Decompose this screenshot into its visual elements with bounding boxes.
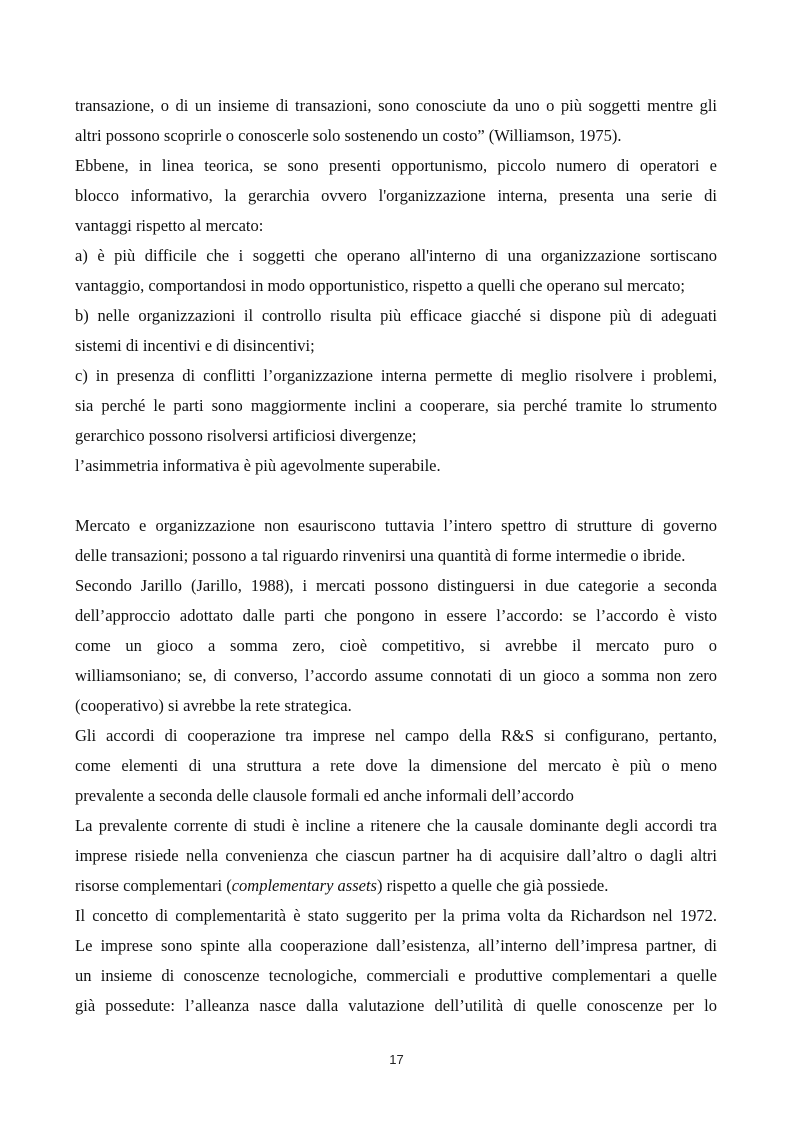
paragraph bbox=[75, 811, 717, 901]
text-line: come elementi di una struttura a rete dove la dimensione del mercato è più o meno bbox=[75, 756, 717, 775]
text-line: La prevalente corrente di studi è incline a ritenere che la causale dominante degli accordi tra bbox=[75, 816, 717, 835]
text-line: l’asimmetria informativa è più agevolmente superabile. bbox=[75, 456, 441, 475]
text-line: b) nelle organizzazioni il controllo risulta più efficace giacché si dispone più di adeguati bbox=[75, 306, 717, 325]
italic-term: complementary assets bbox=[231, 876, 377, 895]
page-number: 17 bbox=[389, 1052, 404, 1067]
document-body bbox=[75, 91, 717, 1021]
text-line: già possedute: l’alleanza nasce dalla valutazione dell’utilità di quelle conoscenze per lo bbox=[75, 996, 717, 1015]
paragraph bbox=[75, 721, 717, 811]
text-line: williamsoniano; se, di converso, l’accordo assume connotati di un gioco a somma non zero bbox=[75, 666, 717, 685]
text-line: Mercato e organizzazione non esauriscono tuttavia l’intero spettro di strutture di governo bbox=[75, 516, 717, 535]
text-line: blocco informativo, la gerarchia ovvero l'organizzazione interna, presenta una serie di bbox=[75, 186, 717, 205]
text-line: sistemi di incentivi e di disincentivi; bbox=[75, 336, 315, 355]
paragraph bbox=[75, 151, 717, 241]
text-line: prevalente a seconda delle clausole formali ed anche informali dell’accordo bbox=[75, 786, 574, 805]
list-item-a bbox=[75, 241, 717, 301]
text-line: gerarchico possono risolversi artificiosi divergenze; bbox=[75, 426, 417, 445]
text-line: imprese risiede nella convenienza che ciascun partner ha di acquisire dall’altro o dagli altri bbox=[75, 846, 717, 865]
text-line: dell’approccio adottato dalle parti che pongono in essere l’accordo: se l’accordo è visto bbox=[75, 606, 717, 625]
text-line: vantaggio, comportandosi in modo opportunistico, rispetto a quelli che operano sul mercato; bbox=[75, 276, 685, 295]
text-line: un insieme di conoscenze tecnologiche, commerciali e produttive complementari a quelle bbox=[75, 966, 717, 985]
paragraph bbox=[75, 511, 717, 721]
text-line: vantaggi rispetto al mercato: bbox=[75, 216, 264, 235]
text-line: Il concetto di complementarità è stato suggerito per la prima volta da Richardson nel 1972. bbox=[75, 906, 717, 925]
text-line: c) in presenza di conflitti l’organizzazione interna permette di meglio risolvere i problemi, bbox=[75, 366, 717, 385]
text-line-with-italic bbox=[75, 871, 717, 901]
text-line: sia perché le parti sono maggiormente inclini a cooperare, sia perché tramite lo strumento bbox=[75, 396, 717, 415]
text-line: Ebbene, in linea teorica, se sono presenti opportunismo, piccolo numero di operatori e bbox=[75, 156, 717, 175]
text-line: Gli accordi di cooperazione tra imprese nel campo della R&S si configurano, pertanto, bbox=[75, 726, 717, 745]
text-run: risorse complementari ( bbox=[75, 876, 232, 895]
text-line: altri possono scoprirle o conoscerle solo sostenendo un costo” (Williamson, 1975). bbox=[75, 126, 622, 145]
list-item-c bbox=[75, 361, 717, 481]
paragraph bbox=[75, 901, 717, 1021]
text-line: Secondo Jarillo (Jarillo, 1988), i mercati possono distinguersi in due categorie a seconda bbox=[75, 576, 717, 595]
paragraph-spacer bbox=[75, 481, 717, 511]
text-line: (cooperativo) si avrebbe la rete strategica. bbox=[75, 696, 352, 715]
text-line: Le imprese sono spinte alla cooperazione dall’esistenza, all’interno dell’impresa partner, di bbox=[75, 936, 717, 955]
text-line: come un gioco a somma zero, cioè competitivo, si avrebbe il mercato puro o bbox=[75, 636, 717, 655]
list-item-b bbox=[75, 301, 717, 361]
text-line: a) è più difficile che i soggetti che operano all'interno di una organizzazione sortiscano bbox=[75, 246, 717, 265]
text-line: delle transazioni; possono a tal riguardo rinvenirsi una quantità di forme intermedie o ibride. bbox=[75, 546, 686, 565]
text-run: ) rispetto a quelle che già possiede. bbox=[376, 876, 609, 895]
text-line: transazione, o di un insieme di transazioni, sono conosciute da uno o più soggetti mentre gli bbox=[75, 96, 717, 115]
paragraph bbox=[75, 91, 717, 151]
